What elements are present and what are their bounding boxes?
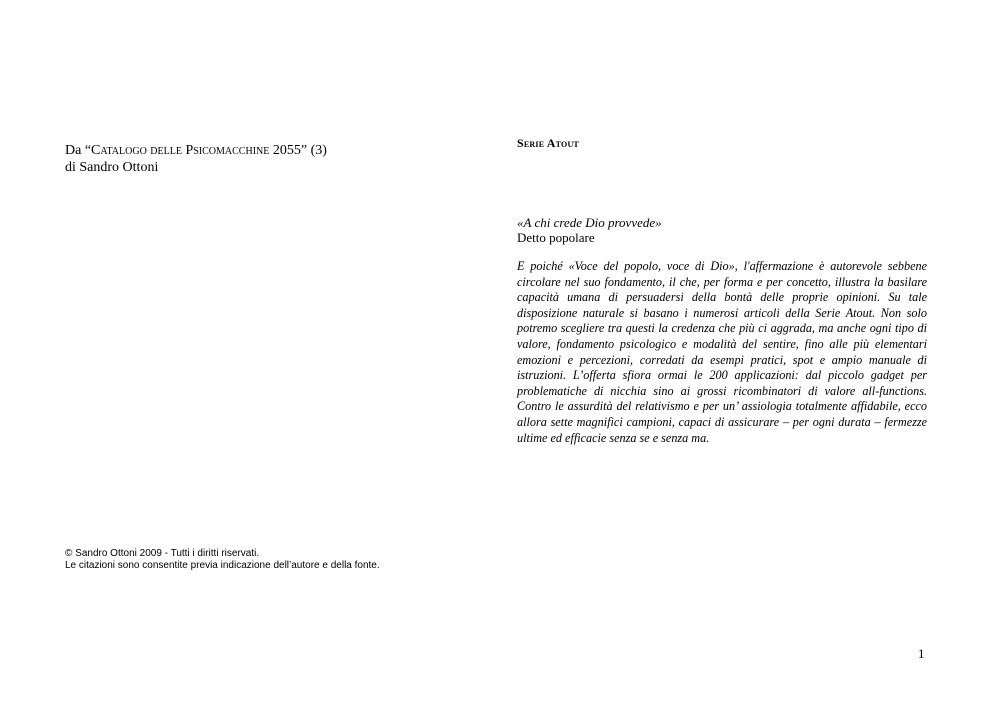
copyright-notice (65, 548, 485, 572)
page-number: 1 (918, 646, 925, 661)
title-suffix: ” (3) (300, 143, 327, 158)
document-title (65, 142, 465, 159)
copyright-line: © Sandro Ottoni 2009 - Tutti i diritti riservati. (65, 548, 260, 559)
section-heading: Serie Atout (517, 136, 579, 150)
epigraph-source: Detto popolare (517, 230, 595, 245)
body-paragraph: E poiché «Voce del popolo, voce di Dio», l'affermazione è autorevole sebbene circolare nel suo fondamento, il che, per forma e per concetto, illustra la basilare capacità umana di persuadersi della bontà delle proprie opinioni. Su tale disposizione naturale si basano i numerosi articoli della Serie Atout. Non solo potremo scegliere tra questi la credenza che più ci aggrada, ma anche ogni tipo di valore, fondamento psicologico e modalità del sentire, fino alle più elementari emozioni e percezioni, corredati da esempi pratici, spot e ampio manuale di istruzioni. L’offerta sfiora ormai le 200 applicazioni: dal piccolo gadget per problematiche di nicchia sino ai grossi ricombinatori di valore all-functions. Contro le assurdità del relativismo e per un’ assiologia totalmente affidabile, ecco allora sette magnifici campioni, capaci di assicurare – per ogni durata – fermezze ultime ed efficacie senza se e senza ma. (517, 259, 927, 445)
epigraph-quote: «A chi crede Dio provvede» (517, 215, 662, 230)
title-prefix: Da “ (65, 143, 92, 158)
author-line: di Sandro Ottoni (65, 160, 159, 175)
citation-line: Le citazioni sono consentite previa indicazione dell’autore e della fonte. (65, 560, 380, 571)
epigraph (517, 215, 937, 245)
document-title-block (65, 142, 465, 176)
title-catalog-name: Catalogo delle Psicomacchine 2055 (91, 143, 301, 158)
